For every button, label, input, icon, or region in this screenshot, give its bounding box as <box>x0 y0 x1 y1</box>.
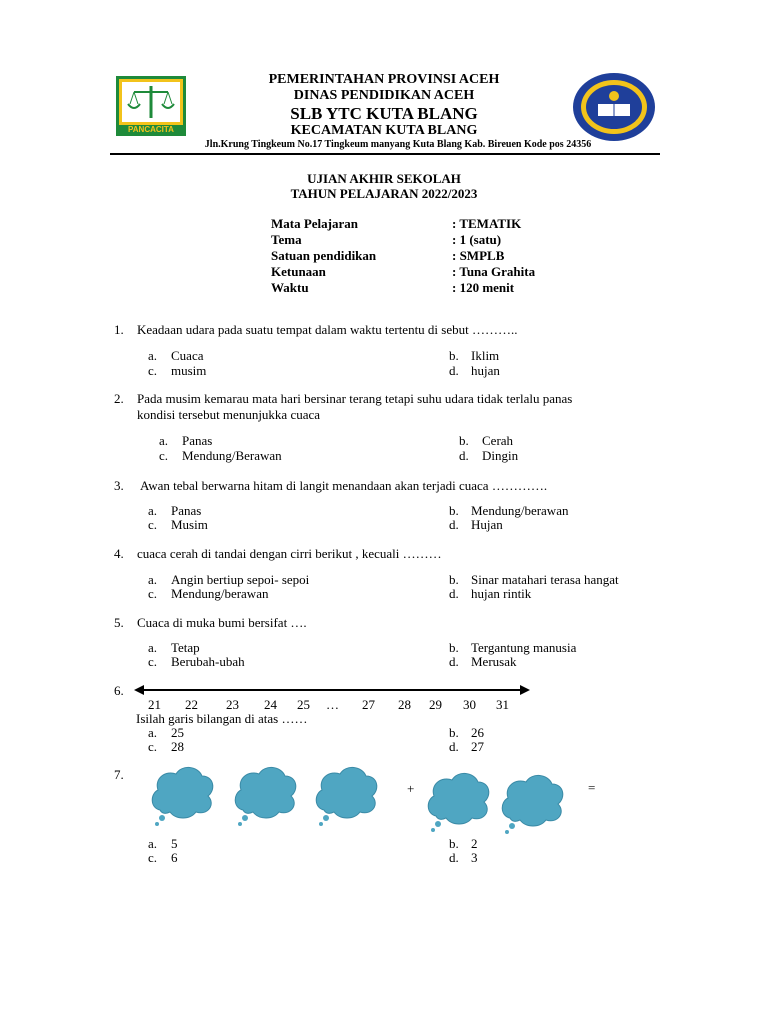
option-text: Hujan <box>471 517 503 532</box>
address: Jln.Krung Tingkeum No.17 Tingkeum manyang Kuta Blang Kab. Bireuen Kode pos 24356 <box>204 139 592 150</box>
option-letter: b. <box>449 503 459 518</box>
question-text: Cuaca di muka bumi bersifat …. <box>137 615 307 630</box>
option-text: hujan rintik <box>471 586 532 601</box>
option-text: Mendung/berawan <box>471 503 569 518</box>
number-line-tick: 28 <box>398 697 411 712</box>
option-letter: a. <box>159 433 169 448</box>
question-text: Pada musim kemarau mata hari bersinar terang tetapi suhu udara tidak terlalu panas <box>137 391 573 406</box>
option-text: Merusak <box>471 654 517 669</box>
option-text: Panas <box>182 433 213 448</box>
option-text: Mendung/berawan <box>171 586 269 601</box>
option-letter: a. <box>148 572 158 587</box>
option-text: 6 <box>171 850 178 865</box>
info-label: Mata Pelajaran <box>271 216 359 231</box>
cloud-icon <box>498 772 566 838</box>
option-text: 26 <box>471 725 484 740</box>
option-text: Cerah <box>482 433 514 448</box>
option-letter: a. <box>148 348 158 363</box>
question-number: 2. <box>114 391 124 406</box>
option-text: Iklim <box>471 348 500 363</box>
number-line-tick: 21 <box>148 697 161 712</box>
number-line-tick: 30 <box>463 697 476 712</box>
number-line-tick: 31 <box>496 697 509 712</box>
info-label: Waktu <box>271 280 309 295</box>
option-letter: c. <box>148 654 158 669</box>
option-text: Berubah-ubah <box>171 654 245 669</box>
option-letter: c. <box>148 517 158 532</box>
number-line <box>134 684 530 696</box>
left-logo-text: PANCACITA <box>128 125 174 134</box>
info-value: : TEMATIK <box>452 216 522 231</box>
option-letter: c. <box>148 363 158 378</box>
option-text: Dingin <box>482 448 519 463</box>
cloud-icon <box>148 764 216 830</box>
option-letter: a. <box>148 725 158 740</box>
option-letter: c. <box>148 586 158 601</box>
header-line2: DINAS PENDIDIKAN ACEH <box>293 88 475 103</box>
option-text: musim <box>171 363 207 378</box>
option-text: Panas <box>171 503 202 518</box>
number-line-tick: 29 <box>429 697 442 712</box>
option-text: 5 <box>171 836 178 851</box>
school-name: SLB YTC KUTA BLANG <box>290 104 478 123</box>
option-text: 27 <box>471 739 484 754</box>
option-letter: a. <box>148 640 158 655</box>
info-value: : SMPLB <box>452 248 505 263</box>
option-letter: d. <box>449 739 459 754</box>
question-text: Isilah garis bilangan di atas …… <box>136 711 308 726</box>
option-letter: d. <box>459 448 469 463</box>
number-line-tick: 22 <box>185 697 198 712</box>
plus-sign: + <box>407 781 415 796</box>
option-letter: c. <box>159 448 169 463</box>
option-letter: b. <box>449 348 459 363</box>
option-letter: a. <box>148 836 158 851</box>
question-number: 6. <box>114 683 124 698</box>
question-number: 3. <box>114 478 124 493</box>
number-line-tick: … <box>326 697 339 712</box>
question-text: Awan tebal berwarna hitam di langit menandaan akan terjadi cuaca …………. <box>140 478 548 493</box>
option-text: Tetap <box>171 640 200 655</box>
cloud-icon <box>231 764 299 830</box>
info-value: : Tuna Grahita <box>452 264 536 279</box>
option-letter: d. <box>449 363 459 378</box>
info-label: Ketunaan <box>271 264 326 279</box>
header-rule <box>110 153 660 155</box>
option-text: Sinar matahari terasa hangat <box>471 572 619 587</box>
question-number: 4. <box>114 546 124 561</box>
option-text: Mendung/Berawan <box>182 448 282 463</box>
option-letter: d. <box>449 586 459 601</box>
option-letter: d. <box>449 517 459 532</box>
option-letter: b. <box>459 433 469 448</box>
number-line-tick: 27 <box>362 697 375 712</box>
question-number: 5. <box>114 615 124 630</box>
option-text: 2 <box>471 836 478 851</box>
option-text: hujan <box>471 363 500 378</box>
option-letter: b. <box>449 640 459 655</box>
cloud-icon <box>424 770 492 836</box>
option-letter: b. <box>449 725 459 740</box>
option-text: 3 <box>471 850 478 865</box>
question-number: 7. <box>114 767 124 782</box>
option-text: 28 <box>171 739 184 754</box>
equals-sign: = <box>588 780 596 795</box>
info-value: : 120 menit <box>452 280 515 295</box>
option-text: Tergantung manusia <box>471 640 577 655</box>
number-line-tick: 25 <box>297 697 310 712</box>
option-letter: b. <box>449 836 459 851</box>
question-text: Keadaan udara pada suatu tempat dalam waktu tertentu di sebut ……….. <box>137 322 518 337</box>
header-line1: PEMERINTAHAN PROVINSI ACEH <box>268 72 500 87</box>
option-letter: a. <box>148 503 158 518</box>
option-letter: c. <box>148 850 158 865</box>
info-value: : 1 (satu) <box>452 232 502 247</box>
option-text: 25 <box>171 725 184 740</box>
exam-year: TAHUN PELAJARAN 2022/2023 <box>290 186 478 201</box>
option-text: Musim <box>171 517 208 532</box>
info-label: Tema <box>271 232 302 247</box>
question-text-line2: kondisi tersebut menunjukka cuaca <box>137 407 321 422</box>
option-letter: c. <box>148 739 158 754</box>
header-line4: KECAMATAN KUTA BLANG <box>290 123 478 138</box>
question-number: 1. <box>114 322 124 337</box>
option-letter: b. <box>449 572 459 587</box>
number-line-tick: 24 <box>264 697 277 712</box>
option-letter: d. <box>449 654 459 669</box>
option-text: Angin bertiup sepoi- sepoi <box>171 572 310 587</box>
cloud-icon <box>312 764 380 830</box>
option-text: Cuaca <box>171 348 204 363</box>
exam-title: UJIAN AKHIR SEKOLAH <box>307 171 461 186</box>
option-letter: d. <box>449 850 459 865</box>
number-line-tick: 23 <box>226 697 239 712</box>
question-text: cuaca cerah di tandai dengan cirri berikut , kecuali ……… <box>137 546 442 561</box>
info-label: Satuan pendidikan <box>271 248 377 263</box>
